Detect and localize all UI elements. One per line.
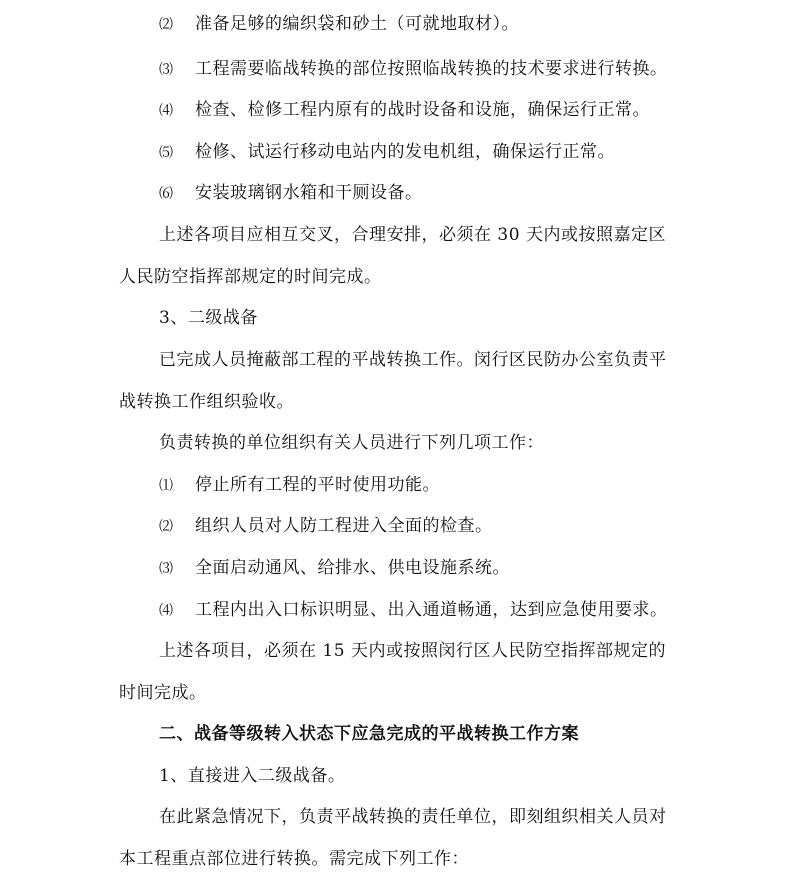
list-item <box>159 98 650 123</box>
chapter-heading: 二、战备等级转入状态下应急完成的平战转换工作方案 <box>159 724 579 744</box>
list-item <box>159 181 423 206</box>
list-number: ⑴ <box>159 478 174 494</box>
list-item-text: 检修、试运行移动电站内的发电机组，确保运行正常。 <box>195 142 615 162</box>
paragraph-line: 在此紧急情况下，负责平战转换的责任单位，即刻组织相关人员对 <box>159 807 667 827</box>
list-number: ⑷ <box>159 103 174 119</box>
list-item-text: 准备足够的编织袋和砂土（可就地取材）。 <box>195 14 519 34</box>
paragraph-line: 负责转换的单位组织有关人员进行下列几项工作： <box>159 433 544 453</box>
list-number: ⑵ <box>159 519 174 535</box>
list-item <box>159 473 440 498</box>
section-heading: 3、二级战备 <box>159 308 258 328</box>
list-item-text: 工程内出入口标识明显、出入通道畅通，达到应急使用要求。 <box>195 600 668 620</box>
list-item <box>159 514 493 539</box>
list-item <box>159 556 510 581</box>
list-item <box>159 57 668 82</box>
list-number: ⑵ <box>159 17 174 33</box>
paragraph-line: 已完成人员掩蔽部工程的平战转换工作。闵行区民防办公室负责平 <box>159 350 667 370</box>
list-item <box>159 140 615 165</box>
list-item-text: 工程需要临战转换的部位按照临战转换的技术要求进行转换。 <box>195 59 668 79</box>
paragraph-line: 人民防空指挥部规定的时间完成。 <box>119 267 382 287</box>
paragraph-line: 上述各项目应相互交叉，合理安排，必须在 30 天内或按照嘉定区 <box>159 225 666 245</box>
list-number: ⑷ <box>159 603 174 619</box>
section-heading: 1、直接进入二级战备。 <box>159 766 346 786</box>
paragraph-line: 上述各项目，必须在 15 天内或按照闵行区人民防空指挥部规定的 <box>159 641 666 661</box>
list-item-text: 安装玻璃钢水箱和干厕设备。 <box>195 183 423 203</box>
list-item-text: 检查、检修工程内原有的战时设备和设施，确保运行正常。 <box>195 100 650 120</box>
list-item <box>159 12 519 37</box>
list-item-text: 组织人员对人防工程进入全面的检查。 <box>195 516 493 536</box>
list-number: ⑸ <box>159 145 174 161</box>
list-number: ⑹ <box>159 186 174 202</box>
paragraph-line: 时间完成。 <box>119 683 207 703</box>
list-item-text: 全面启动通风、给排水、供电设施系统。 <box>195 558 510 578</box>
list-number: ⑶ <box>159 561 174 577</box>
paragraph-line: 战转换工作组织验收。 <box>119 392 294 412</box>
paragraph-line: 本工程重点部位进行转换。需完成下列工作： <box>119 849 469 869</box>
list-item-text: 停止所有工程的平时使用功能。 <box>195 475 440 495</box>
list-item <box>159 598 668 623</box>
list-number: ⑶ <box>159 62 174 78</box>
